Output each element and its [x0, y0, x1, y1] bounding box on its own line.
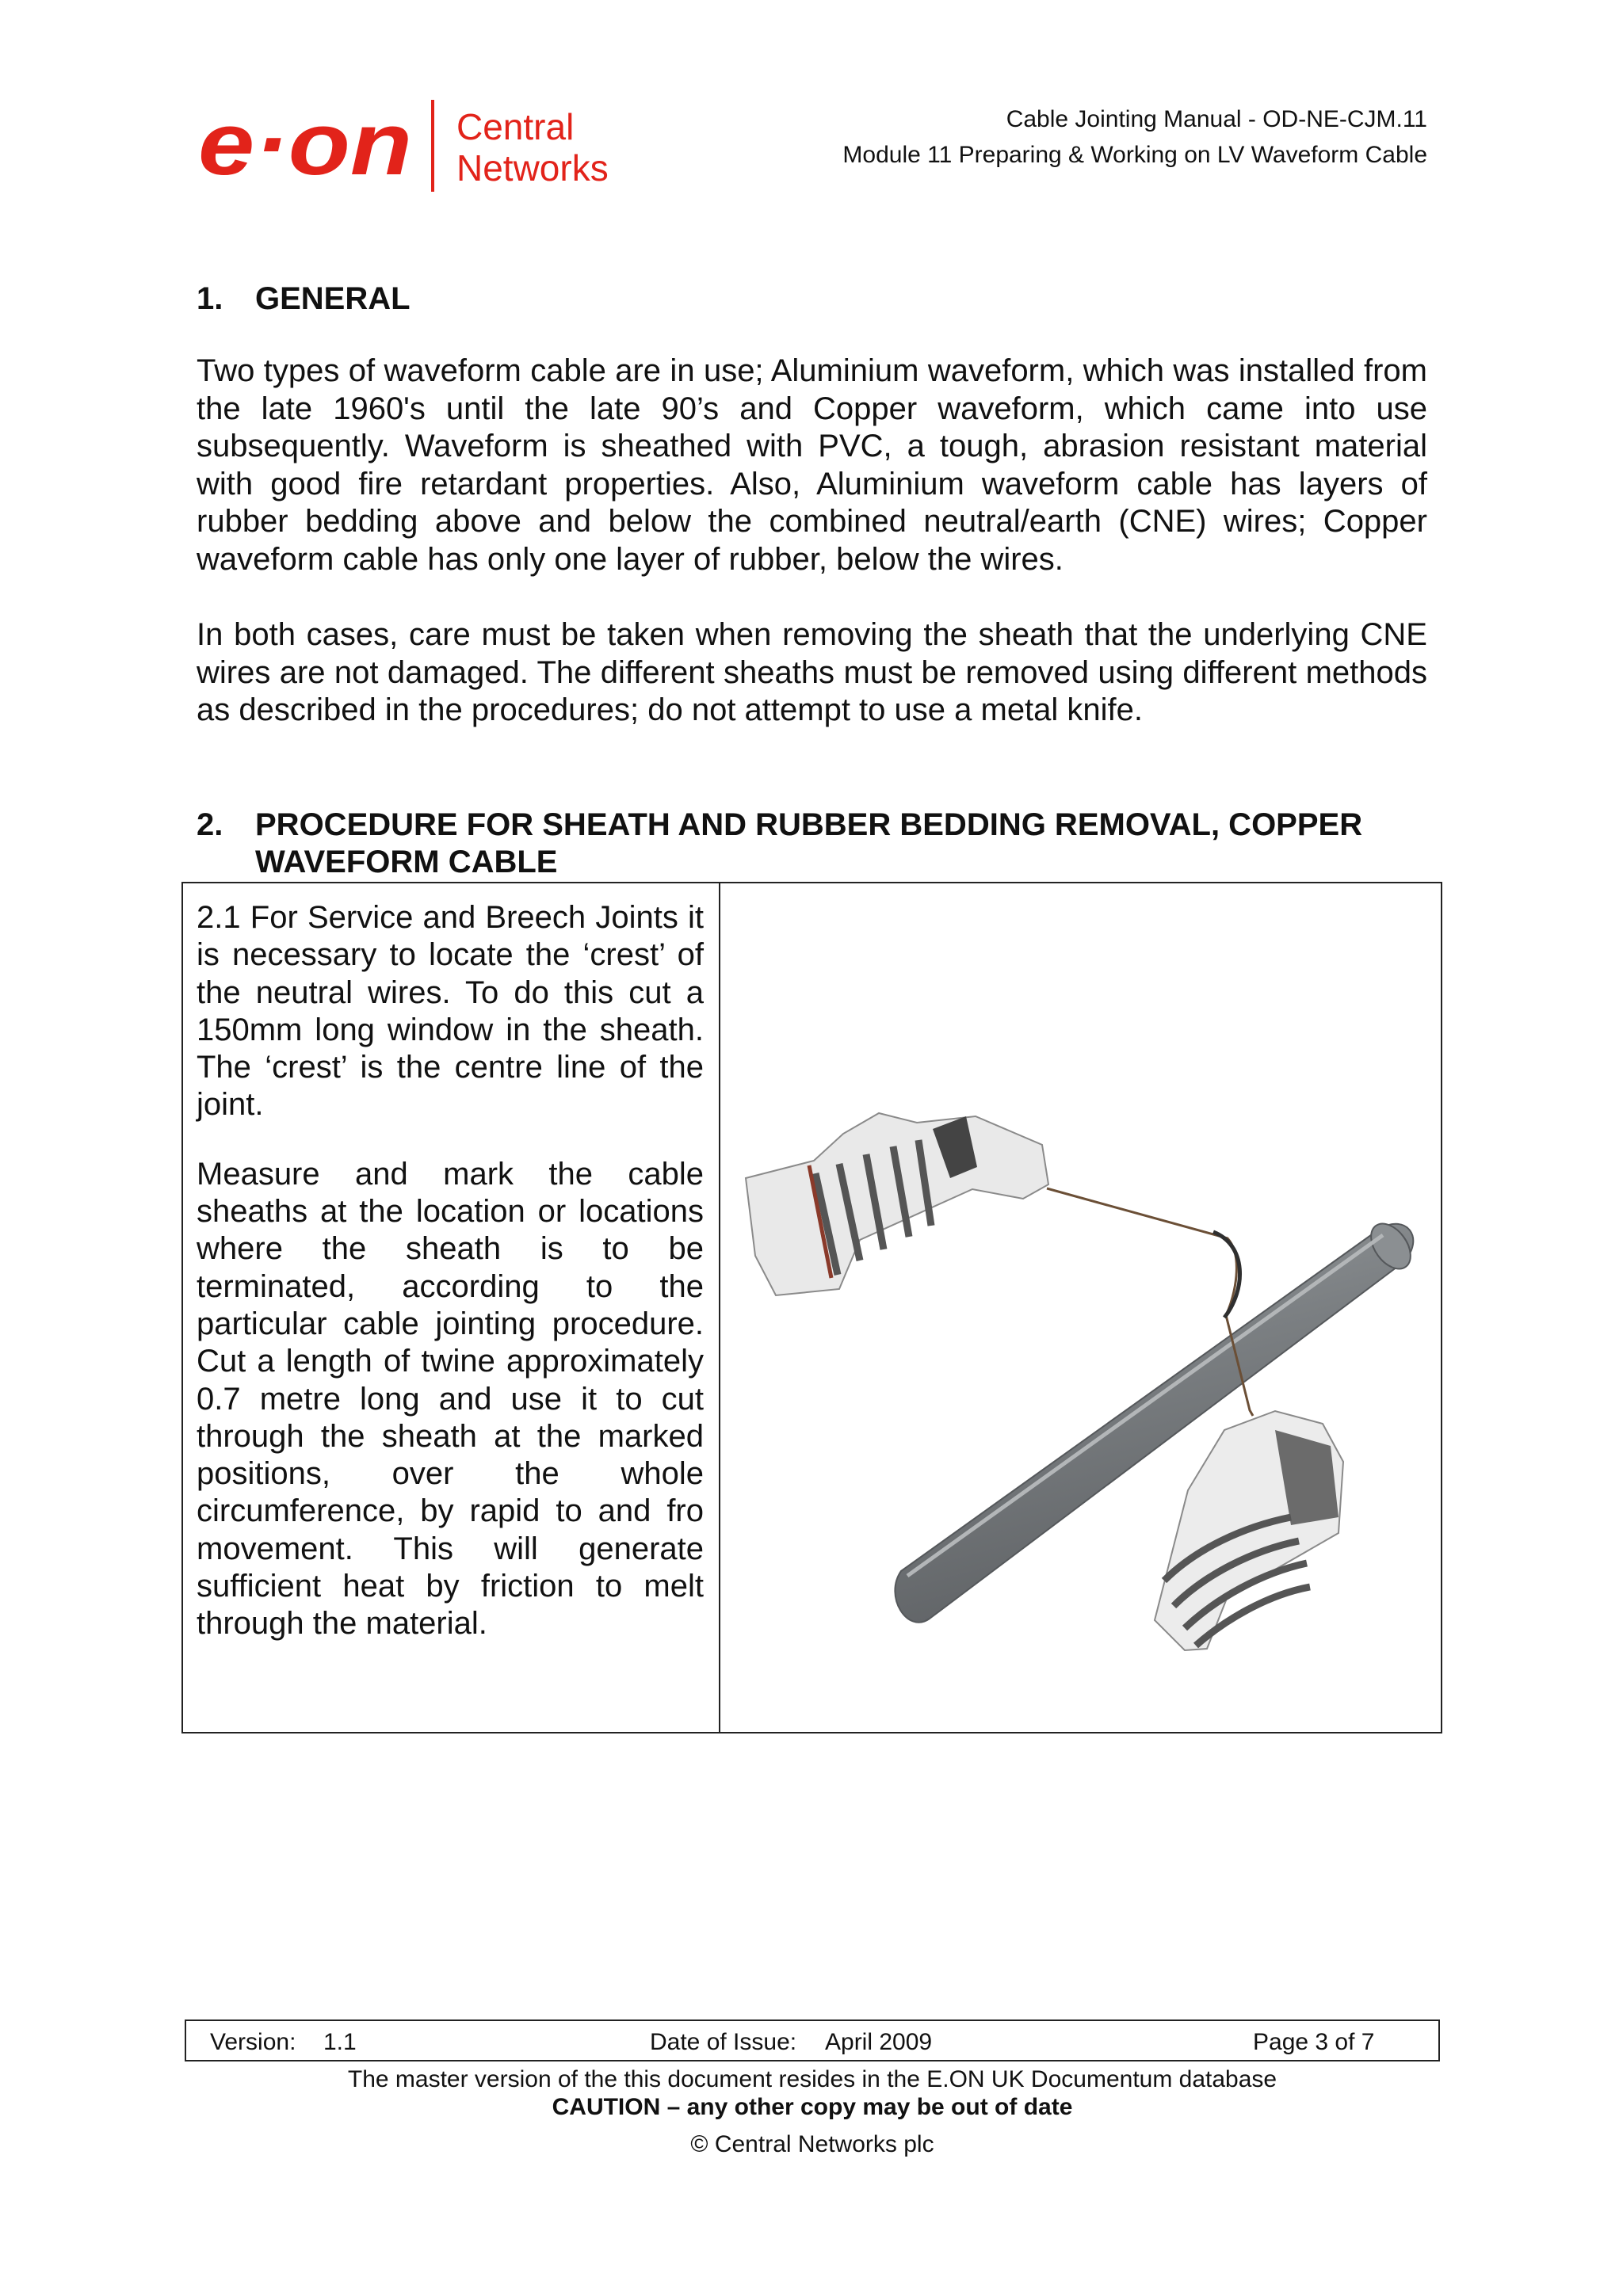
manual-title: Cable Jointing Manual - OD-NE-CJM.11 [1006, 106, 1427, 132]
section-2-heading [197, 807, 1427, 881]
procedure-table [181, 882, 1442, 1733]
general-paragraph-2: In both cases, care must be taken when removing the sheath that the underlying CNE wires are not damaged. The different sheaths must be removed using different methods as described in the procedures; do not attempt to use a metal knife. [197, 617, 1427, 727]
logo-division-line1: Central [456, 106, 575, 147]
caution-note: CAUTION – any other copy may be out of date [552, 2094, 1073, 2120]
module-title: Module 11 Preparing & Working on LV Waveform Cable [842, 142, 1427, 168]
eon-logo-wordmark: e·on [198, 100, 412, 193]
date-of-issue-value: April 2009 [825, 2029, 933, 2055]
logo-division-line2: Networks [456, 147, 609, 189]
section-1-heading [197, 280, 411, 318]
eon-central-networks-logo [198, 100, 610, 193]
copyright: © Central Networks plc [690, 2131, 934, 2157]
date-of-issue-label: Date of Issue: [650, 2029, 797, 2055]
lower-gloved-hand [1155, 1411, 1343, 1650]
upper-gloved-hand [746, 1113, 1048, 1295]
footer-info-box [185, 2019, 1440, 2061]
twine-cutting-illustration [720, 883, 1441, 1732]
section-2-title: PROCEDURE FOR SHEATH AND RUBBER BEDDING REMOVAL, COPPER WAVEFORM CABLE [255, 807, 1363, 879]
page-number: Page 3 of 7 [1253, 2029, 1375, 2055]
master-version-note: The master version of the this document resides in the E.ON UK Documentum database [347, 2066, 1277, 2092]
cable-body [895, 1224, 1413, 1623]
logo-divider [431, 100, 434, 192]
version-value: 1.1 [323, 2029, 357, 2055]
step-2-1-text: 2.1 For Service and Breech Joints it is necessary to locate the ‘crest’ of the neutral wires. To do this cut a 150mm long window in the sheath. The ‘crest’ is the centre line of the joint. [197, 900, 704, 1123]
general-paragraph-1: Two types of waveform cable are in use; Aluminium waveform, which was installed from the late 1960's until the late 90’s and Copper waveform, which came into use subsequently. Waveform is sheathed with PVC, a tough, abrasion resistant material with good fire retardant properties. Also, Aluminium waveform cable has layers of rubber bedding above and below the combined neutral/earth (CNE) wires; Copper waveform cable has only one layer of rubber, below the wires. [197, 353, 1427, 577]
section-1-number: 1. [197, 281, 223, 316]
section-2-number: 2. [197, 807, 223, 842]
version-label: Version: [210, 2029, 296, 2055]
document-header [842, 101, 1427, 173]
procedure-step-cell [197, 899, 704, 1675]
section-1-title: GENERAL [255, 281, 411, 316]
step-2-1-measure-text: Measure and mark the cable sheaths at the location or locations where the sheath is to be terminated, according to the particular cable jointing procedure. Cut a length of twine approximately 0.7 metre long and use it to cut through the sheath at the marked positions, over the whole circumference, by rapid to and fro movement. This will generate sufficient heat by friction to melt through the material. [197, 1156, 704, 1642]
